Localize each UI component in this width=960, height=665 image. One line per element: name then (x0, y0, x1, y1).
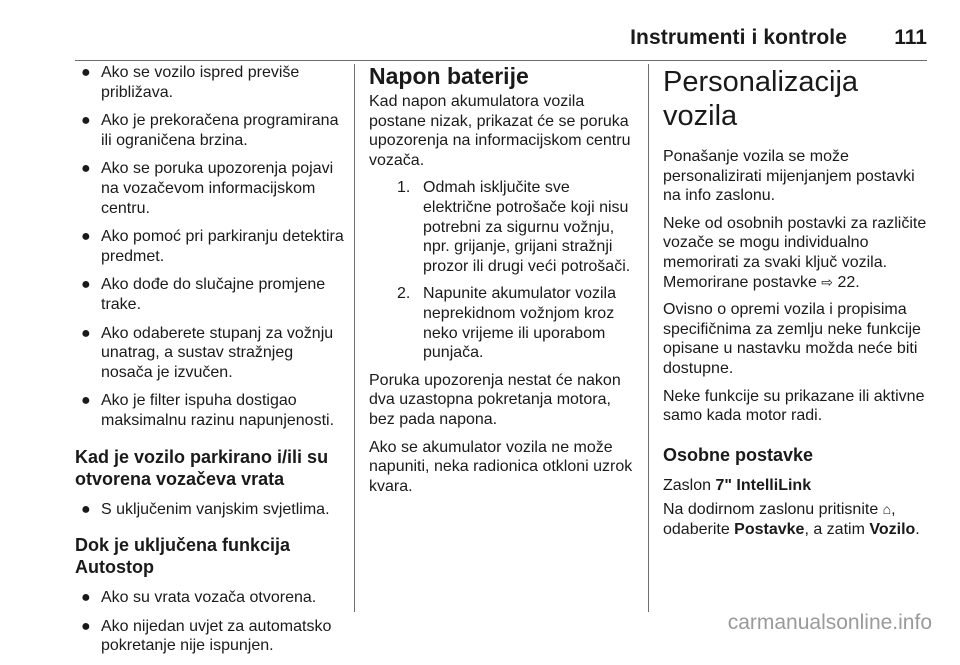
list-item-text: Ako je prekoračena programirana ili ograničena brzina. (101, 112, 339, 149)
page-number: 111 (894, 26, 927, 49)
home-icon: ⌂ (882, 501, 892, 518)
bullet-icon: ● (81, 500, 91, 518)
list-item (75, 159, 345, 218)
screen-label: Zaslon (663, 476, 712, 494)
heading-battery-voltage: Napon baterije (369, 63, 529, 89)
bullet-icon: ● (81, 160, 91, 178)
list-item-text: Ako dođe do slučajne promjene trake. (101, 276, 326, 313)
list-item-text: Ako se vozilo ispred previše približava. (101, 64, 300, 101)
step-text: Napunite akumulator vozila neprekidnom vožnjom kroz neko vrijeme ili uporabom punjača. (423, 285, 616, 362)
personalization-paragraph-1: Ponašanje vozila se može personalizirati mijenjanjem postavki na info zaslonu. (663, 148, 915, 205)
battery-steps-list (369, 178, 637, 362)
personalization-paragraph-2 (663, 214, 935, 292)
header-divider (75, 60, 927, 61)
battery-intro: Kad napon akumulatora vozila postane nizak, prikazat će se poruka upozorenja na informacijskom centru vozača. (369, 93, 631, 169)
list-item-text: Ako su vrata vozača otvorena. (101, 589, 317, 607)
list-item (75, 391, 345, 430)
bullet-icon: ● (81, 392, 91, 410)
page-reference-number: 22. (837, 273, 860, 291)
bullet-icon: ● (81, 276, 91, 294)
list-item (75, 500, 345, 520)
battery-paragraph-1: Poruka upozorenja nestat će nakon dva uzastopna pokretanja motora, bez pada napona. (369, 371, 621, 428)
list-item (75, 275, 345, 314)
list-item-text: Ako nijedan uvjet za automatsko pokretanje nije ispunjen. (101, 617, 332, 655)
list-item (75, 227, 345, 266)
heading-autostop: Dok je uključena funkcija Autostop (75, 535, 291, 578)
step-text: Odmah isključite sve električne potrošače koji nisu potrebni za sigurnu vožnju, npr. grijanje, grijani stražnji prozor ili drugi veći potrošači. (423, 179, 631, 275)
settings-instruction (663, 500, 935, 539)
list-item (75, 324, 345, 383)
section-title: Instrumenti i kontrole (630, 26, 847, 49)
numbered-step (397, 178, 637, 276)
list-item-text: S uključenim vanjskim svjetlima. (101, 500, 330, 518)
list-item-text: Ako je filter ispuha dostigao maksimalnu razinu napunjenosti. (101, 392, 335, 429)
list-item (75, 617, 345, 656)
step-number: 2. (397, 285, 411, 303)
list-item-text: Ako pomoć pri parkiranju detektira predmet. (101, 228, 344, 265)
personalization-paragraph-4: Neke funkcije su prikazane ili aktivne samo kada motor radi. (663, 387, 925, 425)
step-number: 1. (397, 179, 411, 197)
list-item (75, 588, 345, 608)
personalization-paragraph-2-text: Neke od osobnih postavki za različite vozače se mogu individualno memorirati za svaki ključ vozila. Memorirane postavke (663, 214, 927, 291)
battery-paragraph-2: Ako se akumulator vozila ne može napuniti, neka radionica otkloni uzrok kvara. (369, 438, 633, 495)
parked-conditions-list (75, 500, 345, 520)
instruction-text-b: , (891, 501, 896, 519)
bullet-icon: ● (81, 112, 91, 130)
column-right (663, 63, 935, 548)
list-item (75, 111, 345, 150)
heading-personal-settings: Osobne postavke (663, 444, 814, 465)
numbered-step (397, 284, 637, 362)
bullet-icon: ● (81, 589, 91, 607)
settings-term: Postavke (734, 520, 805, 538)
autostop-conditions-list (75, 588, 345, 656)
bullet-icon: ● (81, 64, 91, 81)
bullet-icon: ● (81, 617, 91, 635)
instruction-text-a: Na dodirnom zaslonu pritisnite (663, 501, 879, 519)
bullet-icon: ● (81, 228, 91, 246)
watermark: carmanualsonline.info (727, 611, 932, 634)
page-header (75, 14, 927, 48)
list-item (75, 63, 345, 102)
screen-model: 7" IntelliLink (715, 476, 812, 494)
personalization-paragraph-3: Ovisno o opremi vozila i propisima specifičnima za zemlju neke funkcije opisane u nastavku možda neće biti dostupne. (663, 301, 921, 377)
column-divider-right (648, 64, 649, 612)
column-middle (369, 63, 637, 504)
heading-personalization: Personalizacija vozila (663, 66, 859, 132)
vehicle-term: Vozilo (869, 520, 916, 538)
heading-parked: Kad je vozilo parkirano i/ili su otvorena vozačeva vrata (75, 446, 329, 489)
page-reference-icon: ⇨ (821, 273, 834, 290)
screen-model-line (663, 476, 935, 496)
column-divider-left (354, 64, 355, 612)
column-left (75, 63, 345, 665)
instruction-text-d: , a zatim (804, 520, 865, 538)
instruction-text-c: odaberite (663, 520, 730, 538)
bullet-icon: ● (81, 324, 91, 342)
instruction-text-e: . (915, 520, 920, 538)
list-item-text: Ako se poruka upozorenja pojavi na vozačevom informacijskom centru. (101, 160, 334, 217)
warning-conditions-list (75, 63, 345, 431)
list-item-text: Ako odaberete stupanj za vožnju unatrag, a sustav stražnjeg nosača je izvučen. (101, 324, 334, 381)
